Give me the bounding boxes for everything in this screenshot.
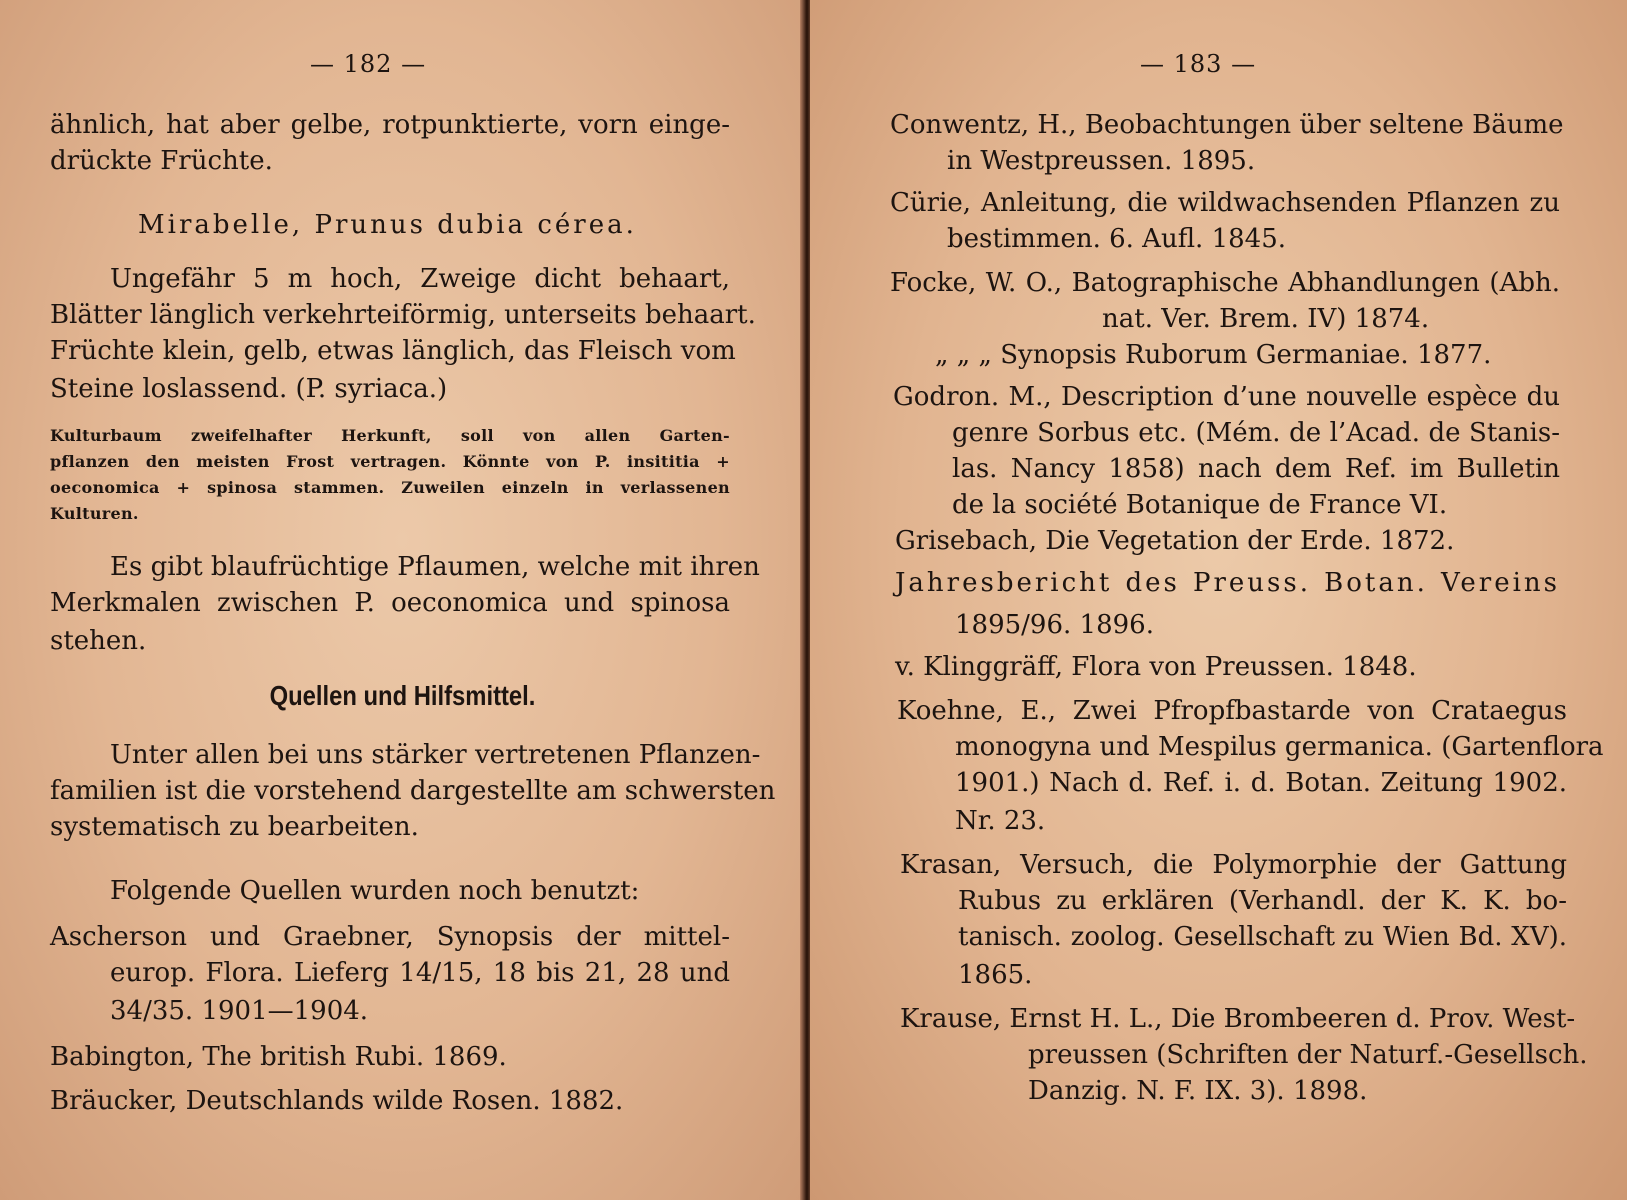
reference-entry: Jahresbericht des Preuss. Botan. Vereins: [895, 568, 1560, 598]
text-line: Ungefähr 5 m hoch, Zweige dicht behaart,: [110, 264, 730, 294]
text-line: monogyna und Mespilus germanica. (Gartenflora: [955, 732, 1604, 762]
small-print-line: pflanzen den meisten Frost vertragen. Könnte von P. insititia +: [50, 452, 730, 471]
text-line: 1865.: [958, 960, 1033, 990]
text-line: Früchte klein, gelb, etwas länglich, das Fleisch vom: [50, 336, 736, 366]
reference-entry: „ „ „ Synopsis Ruborum Germaniae. 1877.: [935, 340, 1492, 370]
text-line: familien ist die vorstehend dargestellte am schwersten: [50, 776, 776, 806]
text-line: Es gibt blaufrüchtige Pflaumen, welche mit ihren: [110, 552, 760, 582]
page-number-right: — 183 —: [1140, 50, 1257, 78]
text-line: systematisch zu bearbeiten.: [50, 812, 419, 842]
small-print-line: oeconomica + spinosa stammen. Zuweilen einzeln in verlassenen: [50, 478, 730, 497]
reference-entry: Godron. M., Description d’une nouvelle espèce du: [893, 382, 1560, 412]
text-line: Unter allen bei uns stärker vertretenen Pflanzen-: [110, 740, 761, 770]
small-print-line: Kulturbaum zweifelhafter Herkunft, soll von allen Garten-: [50, 426, 730, 445]
text-line: preussen (Schriften der Naturf.-Gesellsch.: [1028, 1040, 1588, 1070]
reference-entry: Focke, W. O., Batographische Abhandlungen (Abh.: [890, 268, 1560, 298]
text-line: de la société Botanique de France VI.: [952, 490, 1448, 520]
section-heading: Quellen und Hilfsmittel.: [269, 680, 536, 711]
right-page: [810, 0, 1627, 1200]
reference-entry: Ascherson und Graebner, Synopsis der mittel-: [50, 922, 730, 952]
text-line: Steine loslassend. (P. syriaca.): [50, 374, 448, 404]
reference-entry: Grisebach, Die Vegetation der Erde. 1872.: [895, 526, 1455, 556]
text-line: 1895/96. 1896.: [955, 610, 1154, 640]
text-line: stehen.: [50, 626, 147, 656]
text-line: las. Nancy 1858) nach dem Ref. im Bulletin: [952, 454, 1560, 484]
text-line: Nr. 23.: [955, 806, 1046, 836]
text-line: 1901.) Nach d. Ref. i. d. Botan. Zeitung 1902.: [955, 768, 1567, 798]
text-line: Folgende Quellen wurden noch benutzt:: [110, 876, 640, 906]
text-line: tanisch. zoolog. Gesellschaft zu Wien Bd. XV).: [958, 922, 1567, 952]
text-line: 34/35. 1901—1904.: [110, 996, 369, 1026]
reference-entry: Krasan, Versuch, die Polymorphie der Gattung: [900, 850, 1567, 880]
text-line: ähnlich, hat aber gelbe, rotpunktierte, vorn einge-: [50, 110, 730, 140]
text-line: in Westpreussen. 1895.: [947, 146, 1256, 176]
reference-entry: v. Klinggräff, Flora von Preussen. 1848.: [895, 652, 1417, 682]
text-line: drückte Früchte.: [50, 146, 273, 176]
reference-entry: Krause, Ernst H. L., Die Brombeeren d. Prov. West-: [900, 1004, 1576, 1034]
small-print-line: Kulturen.: [50, 504, 139, 523]
text-line: Blätter länglich verkehrteiförmig, unterseits behaart.: [50, 300, 756, 330]
text-line: Merkmalen zwischen P. oeconomica und spinosa: [50, 588, 730, 618]
reference-entry: Koehne, E., Zwei Pfropfbastarde von Crataegus: [897, 696, 1567, 726]
text-line: bestimmen. 6. Aufl. 1845.: [947, 224, 1287, 254]
reference-entry: Cürie, Anleitung, die wildwachsenden Pflanzen zu: [890, 188, 1560, 218]
page-number-left: — 182 —: [310, 50, 427, 78]
reference-entry: Conwentz, H., Beobachtungen über seltene Bäume: [890, 110, 1564, 140]
reference-entry: Bräucker, Deutschlands wilde Rosen. 1882.: [50, 1086, 624, 1116]
text-line: Rubus zu erklären (Verhandl. der K. K. bo-: [958, 886, 1567, 916]
reference-entry: Babington, The british Rubi. 1869.: [50, 1042, 507, 1072]
text-line: europ. Flora. Lieferg 14/15, 18 bis 21, 28 und: [110, 958, 730, 988]
left-page: [0, 0, 805, 1200]
species-title: Mirabelle, Prunus dubia cérea.: [138, 210, 637, 240]
text-line: Danzig. N. F. IX. 3). 1898.: [1028, 1076, 1368, 1106]
text-line: genre Sorbus etc. (Mém. de l’Acad. de Stanis-: [952, 418, 1560, 448]
text-line: nat. Ver. Brem. IV) 1874.: [1102, 304, 1430, 334]
